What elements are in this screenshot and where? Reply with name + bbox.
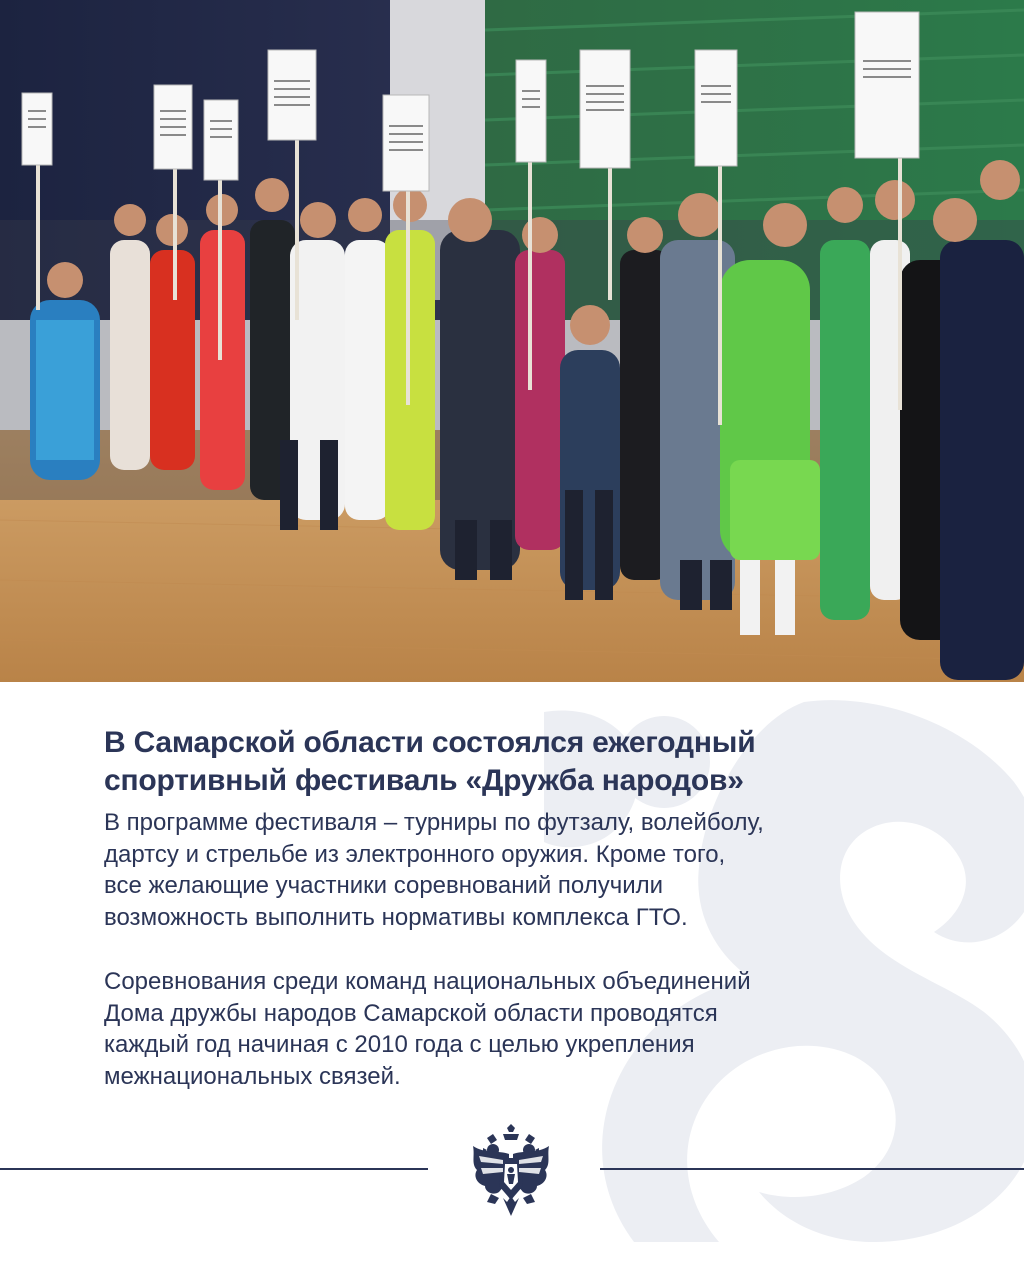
divider-right (600, 1168, 1024, 1170)
paragraph-competition-history: Соревнования среди команд национальных объединений Дома дружбы народов Самарской области проводятся каждый год начиная с 2010 года с целью укрепления межнациональных связей. (104, 968, 751, 1090)
divider-left (0, 1168, 428, 1170)
double-headed-eagle-emblem-icon (463, 1124, 559, 1220)
headline: В Самарской области состоялся ежегодный спортивный фестиваль «Дружба народов» (104, 726, 756, 797)
paragraph-festival-program: В программе фестиваля – турниры по футзалу, волейболу, дартсу и стрельбе из электронного оружия. Кроме того, все желающие участники соревнований получили возможность выполнить нормативы комплекса ГТО. (104, 809, 764, 931)
